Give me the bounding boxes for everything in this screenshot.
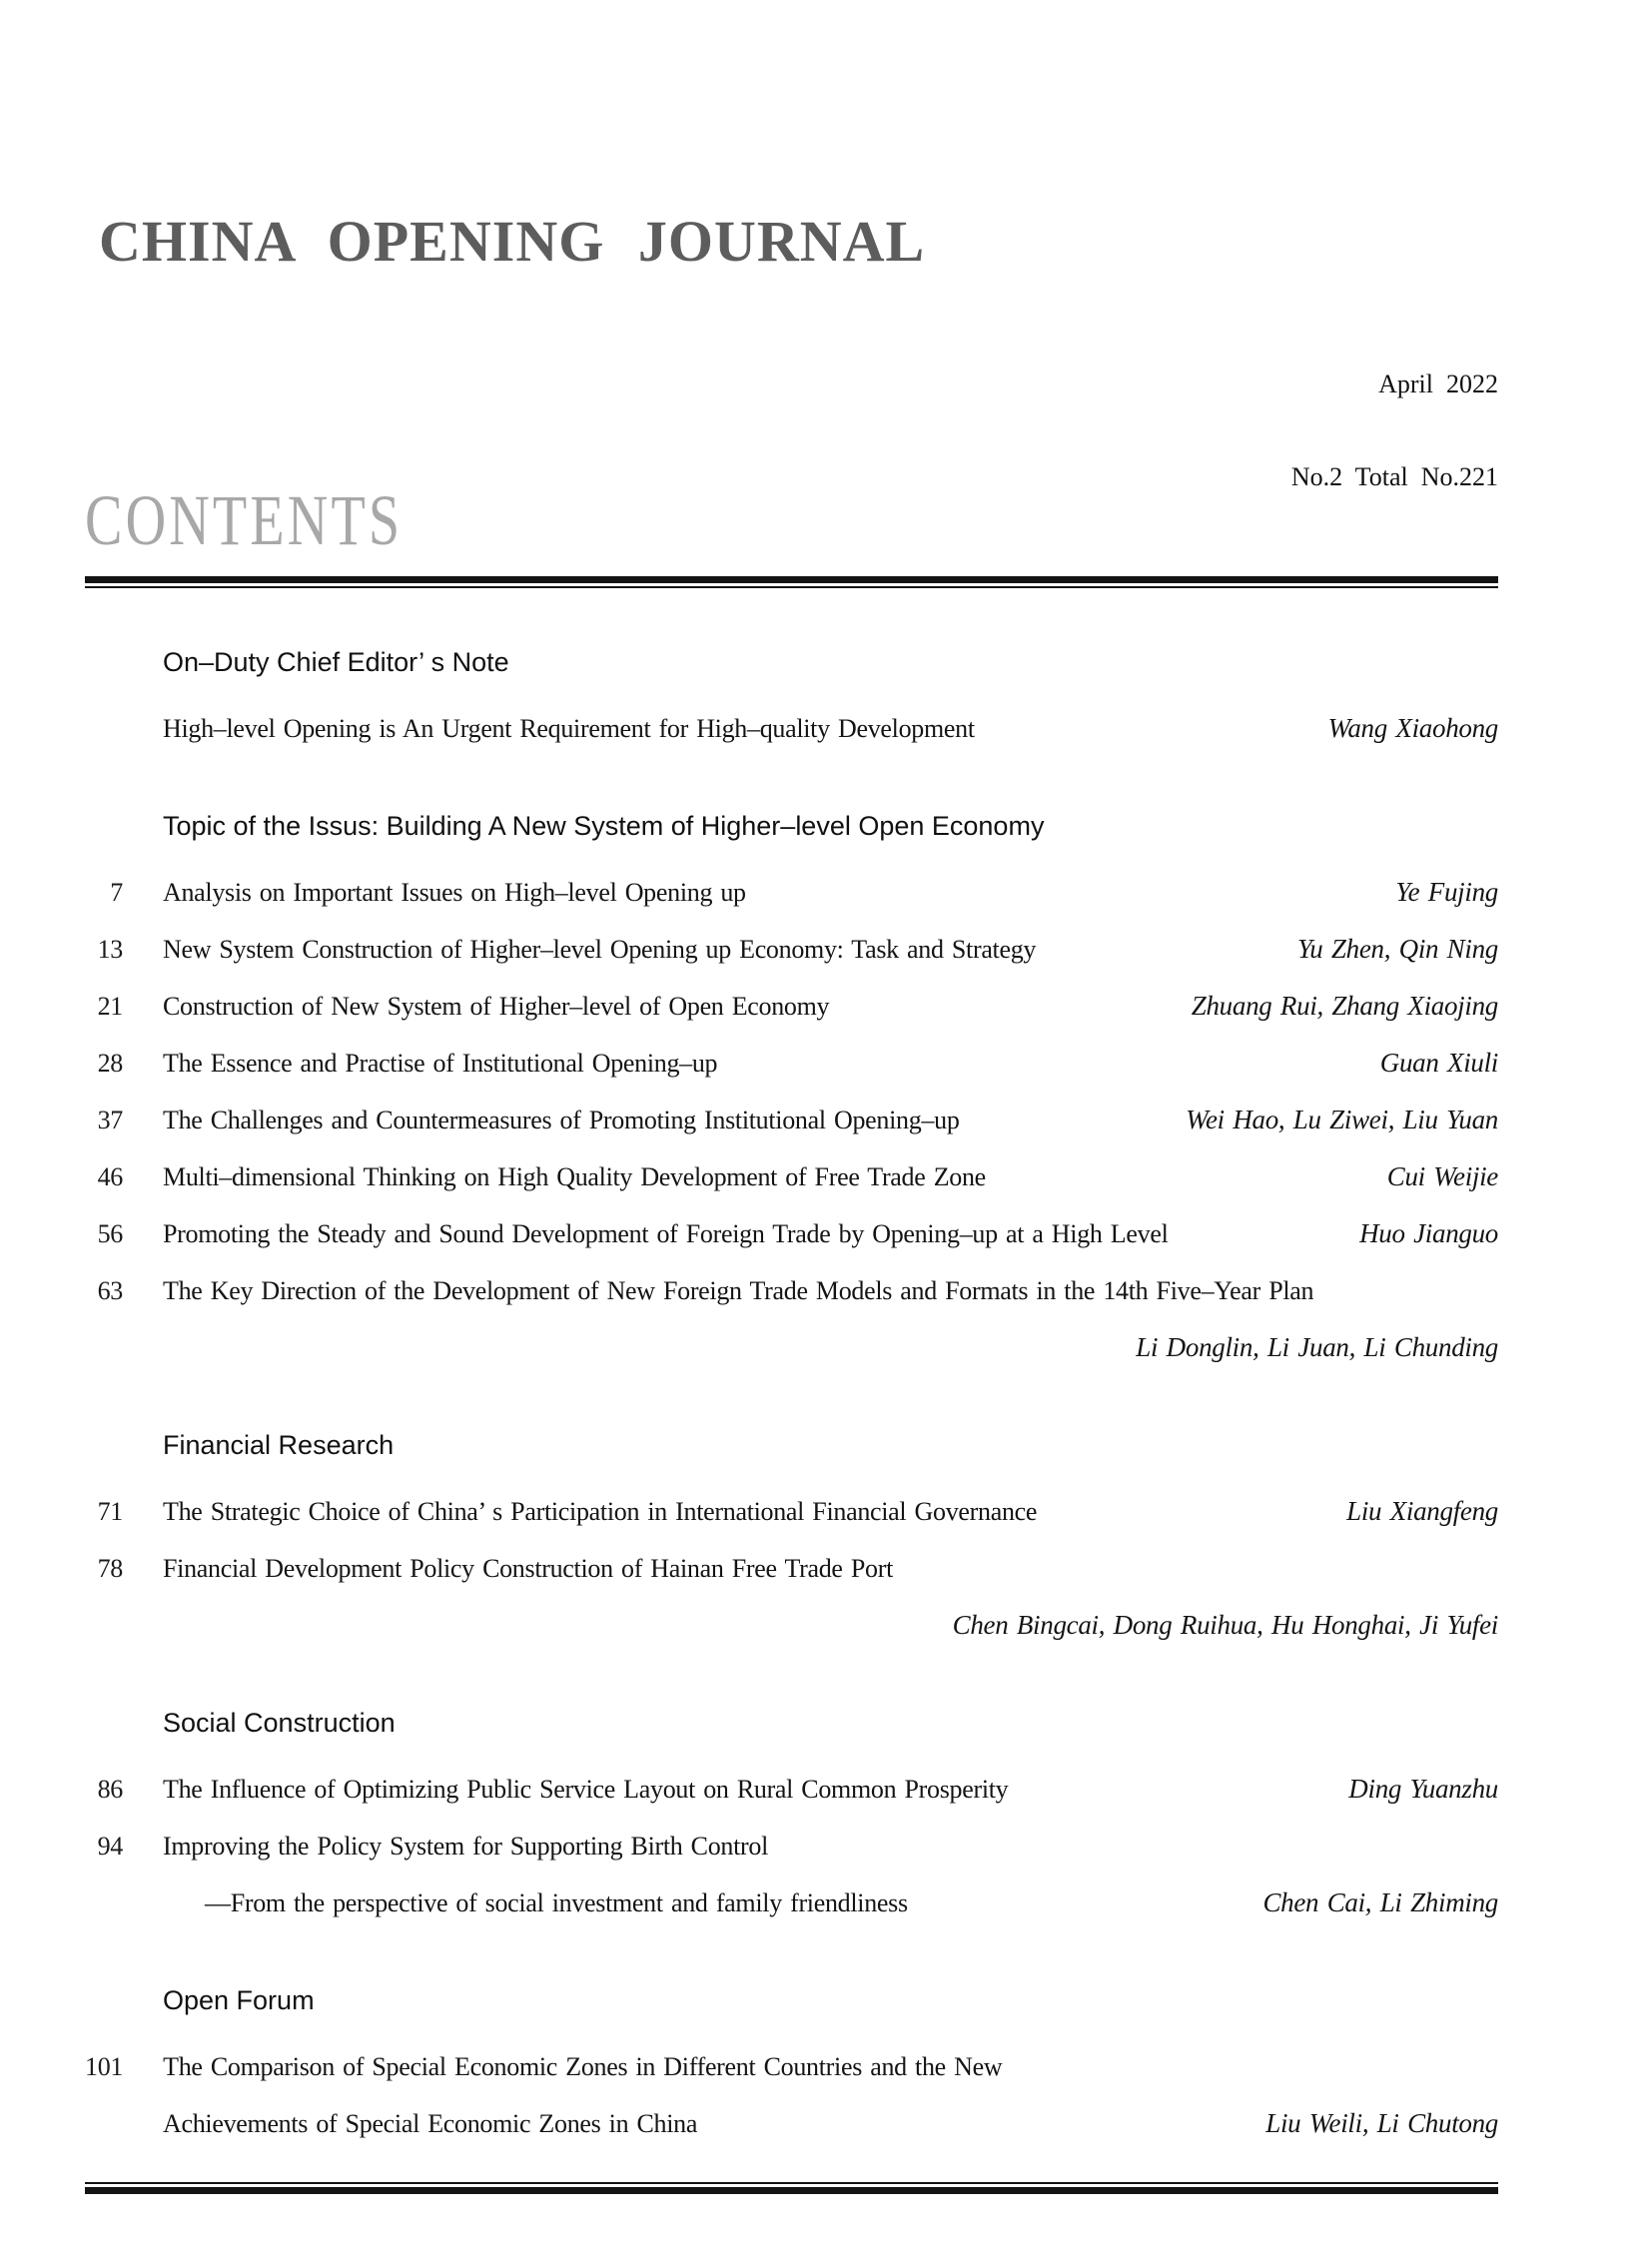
entry-page-number: 46 <box>97 1162 123 1191</box>
issue-date: April 2022 <box>1378 370 1498 398</box>
contents-header-row <box>85 307 1498 560</box>
section-heading: Open Forum <box>163 1985 315 2015</box>
toc-entry-row <box>85 1092 1498 1148</box>
entry-authors: Wei Hao, Lu Ziwei, Liu Yuan <box>1186 1105 1498 1134</box>
section-heading: On–Duty Chief Editor’ s Note <box>163 647 509 677</box>
entry-authors: Liu Weili, Li Chutong <box>1265 2108 1498 2138</box>
toc-entry-row <box>85 2095 1498 2152</box>
toc-section <box>85 1986 1498 2152</box>
entry-page-number: 63 <box>97 1276 123 1305</box>
toc-entry-row <box>85 700 1498 757</box>
entry-authors: Cui Weijie <box>1386 1161 1498 1191</box>
entry-title: The Challenges and Countermeasures of Promoting Institutional Opening–up <box>163 1106 960 1134</box>
entry-authors: Chen Cai, Li Zhiming <box>1262 1887 1498 1917</box>
entry-title: Financial Development Policy Construction of Hainan Free Trade Port <box>163 1554 894 1583</box>
entry-page-number: 101 <box>85 2052 124 2081</box>
entry-authors: Chen Bingcai, Dong Ruihua, Hu Honghai, Ji Yufei <box>952 1610 1498 1640</box>
entry-page-number: 94 <box>97 1832 123 1861</box>
section-heading: Social Construction <box>163 1708 396 1738</box>
entry-authors: Ding Yuanzhu <box>1348 1774 1498 1804</box>
entry-page-number: 78 <box>97 1554 123 1583</box>
journal-title: CHINA OPENING JOURNAL <box>99 209 926 274</box>
toc-section <box>85 812 1498 1376</box>
bottom-divider <box>85 2182 1498 2194</box>
section-heading: Financial Research <box>163 1430 395 1460</box>
entry-page-number: 7 <box>110 878 123 907</box>
entry-title: The Comparison of Special Economic Zones in Different Countries and the New <box>163 2052 1003 2081</box>
toc-section <box>85 1431 1498 1654</box>
entry-title: Improving the Policy System for Supporting Birth Control <box>163 1832 769 1861</box>
toc-entry-row <box>85 1818 1498 1874</box>
toc-entry-row <box>85 1540 1498 1597</box>
entry-title: The Strategic Choice of China’ s Participation in International Financial Governance <box>163 1497 1038 1526</box>
entry-title: Achievements of Special Economic Zones in China <box>163 2109 698 2138</box>
toc-entry-row <box>85 1262 1498 1319</box>
entry-authors: Yu Zhen, Qin Ning <box>1297 934 1498 964</box>
entry-authors: Huo Jianguo <box>1359 1218 1498 1248</box>
toc-entry-row <box>85 921 1498 978</box>
entry-title: New System Construction of Higher–level Opening up Economy: Task and Strategy <box>163 935 1037 964</box>
entry-page-number: 21 <box>97 992 123 1021</box>
entry-title: The Influence of Optimizing Public Service Layout on Rural Common Prosperity <box>163 1775 1009 1804</box>
toc-entry-row <box>85 1035 1498 1092</box>
entry-page-number: 71 <box>97 1497 123 1526</box>
entry-page-number: 28 <box>97 1049 123 1078</box>
toc-entry-row <box>85 864 1498 921</box>
toc-entry-row <box>85 1597 1498 1654</box>
entry-authors: Zhuang Rui, Zhang Xiaojing <box>1191 991 1498 1021</box>
toc-entry-row <box>85 1761 1498 1818</box>
entry-page-number: 86 <box>97 1775 123 1804</box>
issue-info <box>1291 307 1498 554</box>
entry-authors: Wang Xiaohong <box>1327 713 1498 743</box>
section-heading: Topic of the Issus: Building A New System of Higher–level Open Economy <box>163 811 1045 841</box>
entry-page-number: 37 <box>97 1106 123 1134</box>
toc-section <box>85 1709 1498 1931</box>
toc-entry-row <box>85 1148 1498 1205</box>
top-divider <box>85 576 1498 588</box>
entry-title: High–level Opening is An Urgent Requirement for High–quality Development <box>163 714 975 743</box>
entry-title: Construction of New System of Higher–level of Open Economy <box>163 992 830 1021</box>
entry-title: Promoting the Steady and Sound Development of Foreign Trade by Opening–up at a High Level <box>163 1219 1169 1248</box>
entry-authors: Liu Xiangfeng <box>1346 1496 1498 1526</box>
toc-entry-row <box>85 1874 1498 1931</box>
toc-section <box>85 648 1498 757</box>
entry-authors: Guan Xiuli <box>1379 1048 1498 1078</box>
entry-title: Multi–dimensional Thinking on High Quality Development of Free Trade Zone <box>163 1162 986 1191</box>
entry-page-number: 13 <box>97 935 123 964</box>
toc-entry-row <box>85 2038 1498 2095</box>
contents-heading: CONTENTS <box>85 480 404 560</box>
toc-entry-row <box>85 1319 1498 1376</box>
page-header <box>85 209 1498 588</box>
toc-entry-row <box>85 978 1498 1035</box>
entry-title: The Essence and Practise of Institutional Opening–up <box>163 1049 718 1078</box>
issue-number: No.2 Total No.221 <box>1290 462 1498 491</box>
entry-authors: Li Donglin, Li Juan, Li Chunding <box>1136 1332 1498 1362</box>
entry-title: The Key Direction of the Development of New Foreign Trade Models and Formats in the 14th Five–Year Plan <box>163 1276 1314 1305</box>
toc-entry-row <box>85 1205 1498 1262</box>
toc-entry-row <box>85 1483 1498 1540</box>
table-of-contents <box>85 648 1498 2152</box>
entry-page-number: 56 <box>97 1219 123 1248</box>
entry-title: —From the perspective of social investment and family friendliness <box>205 1888 908 1917</box>
entry-title: Analysis on Important Issues on High–level Opening up <box>163 878 746 907</box>
entry-authors: Ye Fujing <box>1395 877 1498 907</box>
